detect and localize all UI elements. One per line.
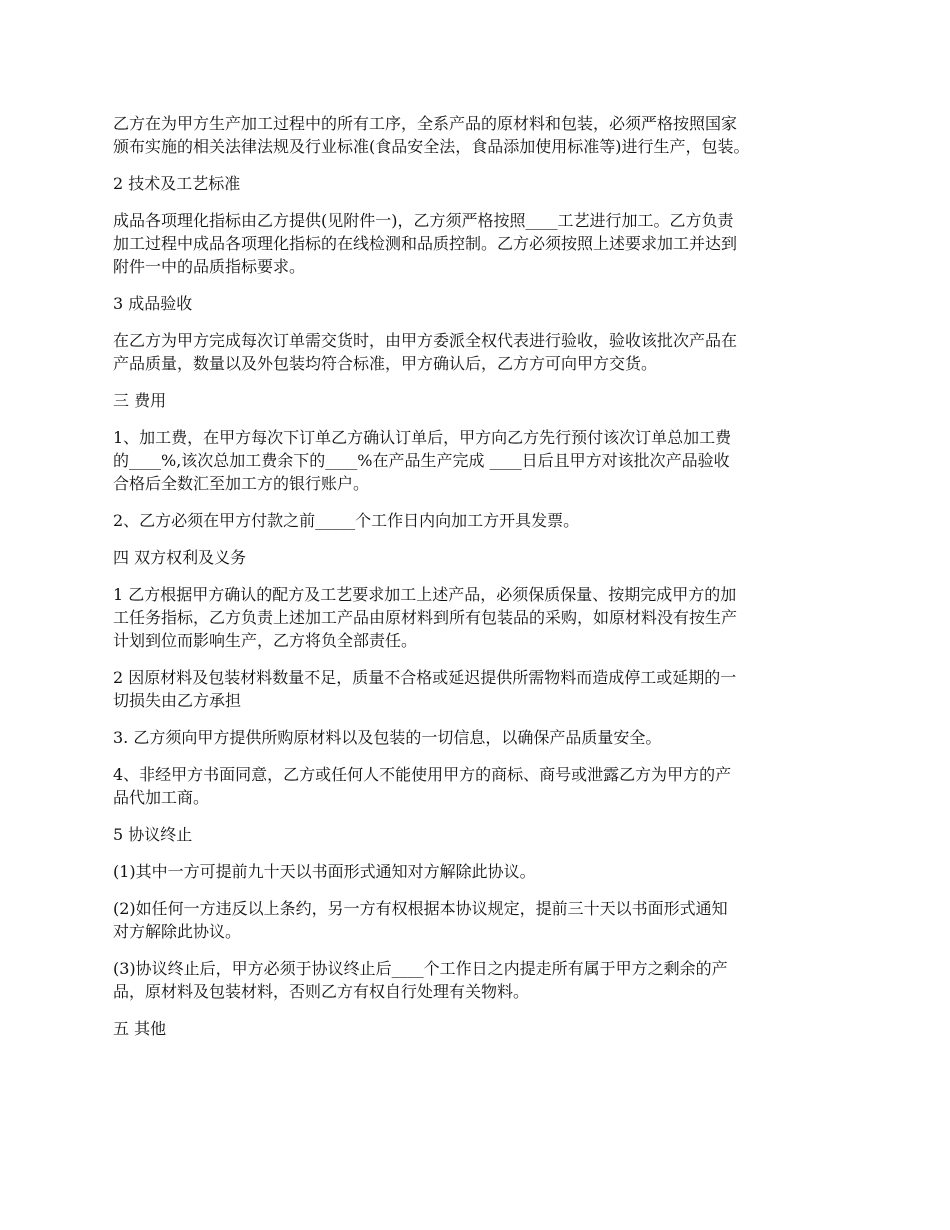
text-line: 5 协议终止: [113, 825, 193, 844]
paragraph: [113, 763, 843, 809]
section-heading: [113, 1017, 843, 1040]
text-line: 三 费用: [113, 391, 167, 410]
text-line: 品代加工商。: [113, 788, 210, 807]
text-line: 1 乙方根据甲方确认的配方及工艺要求加工上述产品，必须保质保量、按期完成甲方的加: [113, 585, 737, 604]
text-line: 3. 乙方须向甲方提供所购原材料以及包装的一切信息，以确保产品质量安全。: [113, 728, 662, 747]
section-heading: [113, 292, 843, 315]
text-line: 加工过程中成品各项理化指标的在线检测和品质控制。乙方必须按照上述要求加工并达到: [113, 234, 738, 253]
text-line: 颁布实施的相关法律法规及行业标准(食品安全法，食品添加使用标准等)进行生产，包装。: [113, 137, 750, 156]
text-line: 的____%,该次总加工费余下的____%在产品生产完成 ____日后且甲方对该批次产品验收: [113, 451, 730, 470]
paragraph: [113, 726, 843, 749]
text-line: (3)协议终止后，甲方必须于协议终止后____个工作日之内提走所有属于甲方之剩余的产: [113, 959, 728, 978]
text-line: 合格后全数汇至加工方的银行账户。: [113, 474, 370, 493]
text-line: 切损失由乙方承担: [113, 691, 242, 710]
section-heading: [113, 389, 843, 412]
section-heading: [113, 546, 843, 569]
text-line: 工任务指标，乙方负责上述加工产品由原材料到所有包装品的采购，如原材料没有按生产: [113, 608, 738, 627]
paragraph: [113, 666, 843, 712]
text-line: 2 技术及工艺标准: [113, 174, 241, 193]
paragraph: [113, 509, 843, 532]
text-line: (2)如任何一方违反以上条约，另一方有权根据本协议规定，提前三十天以书面形式通知: [113, 899, 728, 918]
paragraph: [113, 112, 843, 158]
text-line: 2 因原材料及包装材料数量不足，质量不合格或延迟提供所需物料而造成停工或延期的一: [113, 668, 737, 687]
paragraph: [113, 583, 843, 652]
text-line: 1、加工费，在甲方每次下订单乙方确认订单后，甲方向乙方先行预付该次订单总加工费: [113, 428, 732, 447]
text-line: 附件一中的品质指标要求。: [113, 257, 306, 276]
text-line: 计划到位而影响生产，乙方将负全部责任。: [113, 631, 418, 650]
text-line: 产品质量，数量以及外包装均符合标准，甲方确认后，乙方方可向甲方交货。: [113, 354, 658, 373]
section-heading: [113, 172, 843, 195]
paragraph: [113, 426, 843, 495]
text-line: (1)其中一方可提前九十天以书面形式通知对方解除此协议。: [113, 862, 536, 881]
text-line: 乙方在为甲方生产加工过程中的所有工序，全系产品的原材料和包装，必须严格按照国家: [113, 114, 738, 133]
paragraph: [113, 860, 843, 883]
text-line: 在乙方为甲方完成每次订单需交货时，由甲方委派全权代表进行验收，验收该批次产品在: [113, 331, 738, 350]
text-line: 品，原材料及包装材料，否则乙方有权自行处理有关物料。: [113, 982, 530, 1001]
text-line: 成品各项理化指标由乙方提供(见附件一)，乙方须严格按照____工艺进行加工。乙方负责: [113, 211, 734, 230]
paragraph: [113, 957, 843, 1003]
text-line: 四 双方权利及义务: [113, 548, 247, 567]
text-line: 3 成品验收: [113, 294, 193, 313]
section-heading: [113, 823, 843, 846]
text-line: 对方解除此协议。: [113, 922, 242, 941]
text-line: 五 其他: [113, 1019, 167, 1038]
paragraph: [113, 209, 843, 278]
document-page: [113, 112, 843, 1054]
text-line: 4、非经甲方书面同意，乙方或任何人不能使用甲方的商标、商号或泄露乙方为甲方的产: [113, 765, 732, 784]
paragraph: [113, 329, 843, 375]
paragraph: [113, 897, 843, 943]
text-line: 2、乙方必须在甲方付款之前_____个工作日内向加工方开具发票。: [113, 511, 580, 530]
